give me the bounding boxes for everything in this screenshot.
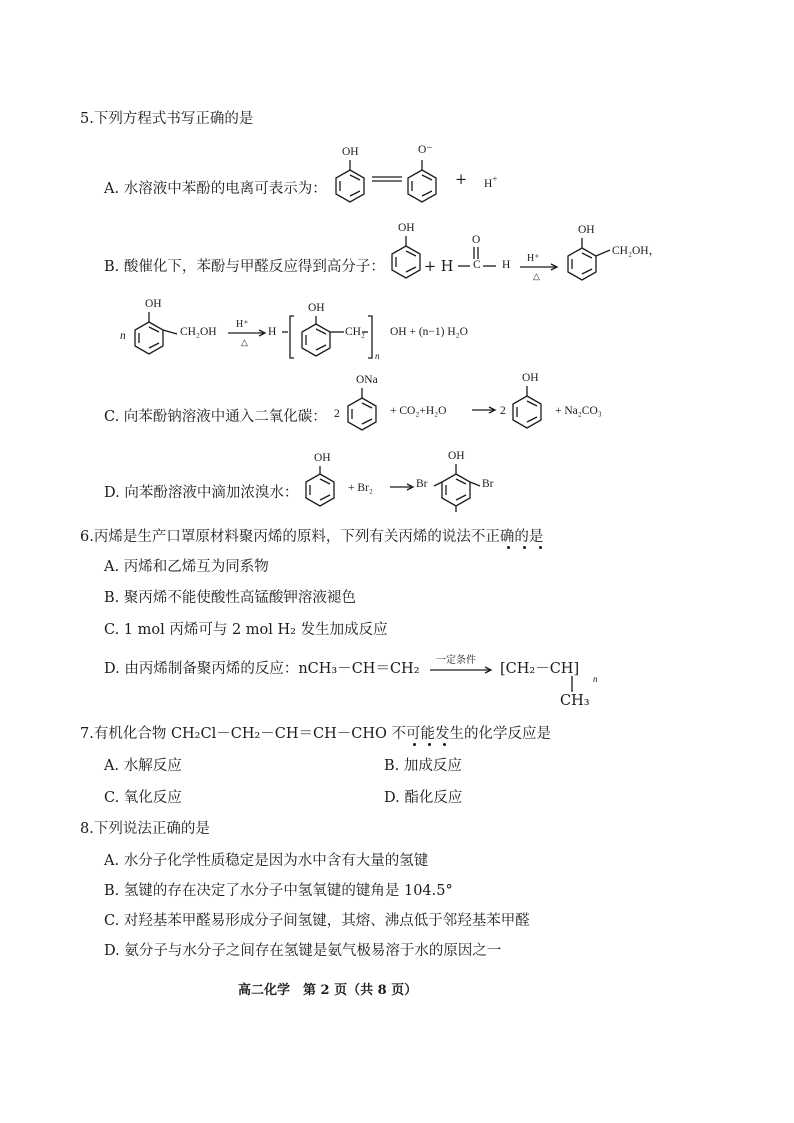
q5d-plus-br2: + Br₂ xyxy=(348,482,373,494)
q5b-carbonyl-c: C xyxy=(473,259,481,271)
emphasis-dot xyxy=(507,546,510,549)
q5d-br-left: Br xyxy=(416,478,428,490)
q5b-line2-n: n xyxy=(120,330,126,342)
q5b-h-right: H xyxy=(502,259,511,271)
q5c-phenol-ring xyxy=(511,386,551,436)
q5b-line2-tail: OH + (n−1) H₂O xyxy=(390,326,468,338)
q5c-ona-label: ONa xyxy=(356,374,378,386)
q7-option-a: A. 水解反应 xyxy=(104,758,182,774)
emphasis-dot xyxy=(428,743,431,746)
q5c-oh-label: OH xyxy=(522,372,539,384)
q6-title: 6.丙烯是生产口罩原材料聚丙烯的原料，下列有关丙烯的说法不正确的是 xyxy=(80,529,544,545)
q5d-oh-label: OH xyxy=(314,452,331,464)
q7-title: 7.有机化合物 CH₂Cl－CH₂－CH＝CH－CHO 不可能发生的化学反应是 xyxy=(80,726,551,742)
q5d-product-ring xyxy=(434,464,494,520)
q7-option-d: D. 酯化反应 xyxy=(384,790,463,806)
q5b-plus-h: + H xyxy=(424,259,454,275)
q5d-phenol-ring xyxy=(304,466,344,516)
q8-option-a: A. 水分子化学性质稳定是因为水中含有大量的氢键 xyxy=(104,853,429,869)
q5b-line2-h: H xyxy=(268,326,277,338)
q6d-product: [CH₂－CH] xyxy=(500,661,580,677)
q5b-product-ch2oh: CH₂OH， xyxy=(612,245,661,257)
q6d-condition: 一定条件 xyxy=(436,655,476,666)
q5a-phenoxide-ring xyxy=(406,160,446,210)
q5c-tail: + Na₂CO₃ xyxy=(555,405,602,417)
q6-option-d: D. 由丙烯制备聚丙烯的反应：nCH₃－CH＝CH₂ xyxy=(104,661,420,677)
q5a-plus: + xyxy=(455,172,468,188)
q5b-reaction-arrow xyxy=(520,263,560,271)
q6d-arrow xyxy=(430,666,494,674)
q5-title: 5.下列方程式书写正确的是 xyxy=(80,111,254,127)
q5b-line2-poly-ring xyxy=(300,316,360,366)
q8-title: 8.下列说法正确的是 xyxy=(80,821,210,837)
q5c-coef-right: 2 xyxy=(500,405,506,417)
q5-option-d: D. 向苯酚溶液中滴加浓溴水： xyxy=(104,485,299,501)
q5b-oh-label: OH xyxy=(398,222,415,234)
emphasis-dot xyxy=(413,743,416,746)
q5b-carbonyl-o: O xyxy=(472,234,481,246)
q5a-equilibrium-sign xyxy=(372,175,404,185)
q7-option-b: B. 加成反应 xyxy=(384,758,462,774)
q5d-br-right: Br xyxy=(482,478,494,490)
q8-option-b: B. 氢键的存在决定了水分子中氢氧键的键角是 104.5° xyxy=(104,883,453,899)
q5b-line2-poly-oh: OH xyxy=(308,302,325,314)
q5b-line2-n-sub: n xyxy=(375,351,380,361)
q5b-line2-cond-top: H⁺ xyxy=(236,319,249,330)
q7-option-c: C. 氧化反应 xyxy=(104,790,182,806)
q5a-hydrogen-ion xyxy=(484,173,497,191)
q5d-arrow xyxy=(390,483,416,491)
q6d-product-ch3: CH₃ xyxy=(560,693,590,709)
q5c-coef-left: 2 xyxy=(334,408,340,420)
q5b-cond-bottom: △ xyxy=(533,271,540,281)
q5b-line2-ch2: CH₂ xyxy=(345,326,365,338)
q5d-product-oh: OH xyxy=(448,450,465,462)
q5b-line2-arrow xyxy=(228,329,268,337)
q5-option-a: A. 水溶液中苯酚的电离可表示为： xyxy=(104,181,327,197)
q5a-oh-label: OH xyxy=(342,146,359,158)
q5-option-c: C. 向苯酚钠溶液中通入二氧化碳： xyxy=(104,409,327,425)
q5a-phenol-ring xyxy=(334,160,374,210)
q5-option-b: B. 酸催化下，苯酚与甲醛反应得到高分子： xyxy=(104,259,385,275)
q5b-line2-cond-bottom: △ xyxy=(241,337,248,347)
q5c-arrow xyxy=(472,406,498,414)
emphasis-dot xyxy=(523,546,526,549)
q5a-o-minus-label: O⁻ xyxy=(418,144,433,156)
q8-option-c: C. 对羟基苯甲醛易形成分子间氢键，其熔、沸点低于邻羟基苯甲醛 xyxy=(104,913,530,929)
q5b-line2-ch2oh: CH₂OH xyxy=(180,326,217,338)
q5b-line2-oh: OH xyxy=(145,298,162,310)
q8-option-d: D. 氨分子与水分子之间存在氢键是氨气极易溶于水的原因之一 xyxy=(104,943,502,959)
q5c-middle: + CO₂+H₂O xyxy=(390,405,447,417)
emphasis-dot xyxy=(539,546,542,549)
q5b-cond-top: H⁺ xyxy=(527,253,540,264)
q5c-sodium-phenoxide-ring xyxy=(346,388,386,438)
page-footer: 高二化学 第 2 页（共 8 页） xyxy=(238,983,418,998)
q6-option-a: A. 丙烯和乙烯互为同系物 xyxy=(104,559,269,575)
q5a-h: H xyxy=(484,178,493,190)
q6-option-b: B. 聚丙烯不能使酸性高锰酸钾溶液褪色 xyxy=(104,590,356,606)
emphasis-dot xyxy=(443,743,446,746)
q6d-product-n: n xyxy=(593,674,598,684)
q5b-product-oh: OH xyxy=(578,224,595,236)
q5a-h-charge: + xyxy=(492,174,498,184)
q6-option-c: C. 1 mol 丙烯可与 2 mol H₂ 发生加成反应 xyxy=(104,622,388,638)
